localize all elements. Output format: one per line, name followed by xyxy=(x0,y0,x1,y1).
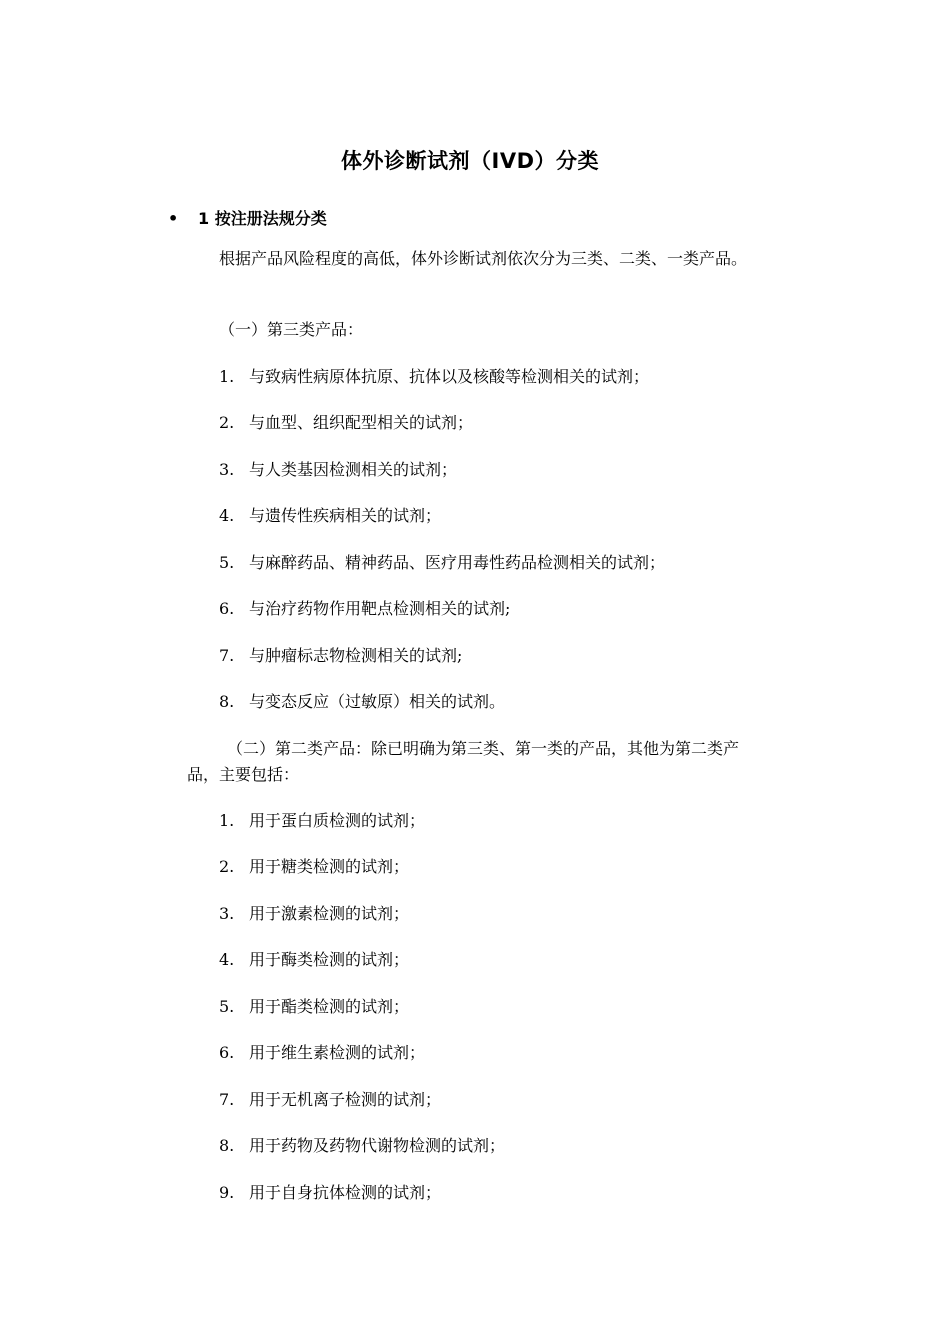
list-item-number: 3. xyxy=(219,904,235,923)
list-item xyxy=(219,643,462,669)
list-item xyxy=(219,1133,505,1159)
list-item-number: 2. xyxy=(219,413,235,432)
list-item-text: 与致病性病原体抗原、抗体以及核酸等检测相关的试剂； xyxy=(249,367,650,386)
list-item-number: 3. xyxy=(219,460,235,479)
list-item-number: 4. xyxy=(219,950,235,969)
list-item xyxy=(219,503,441,529)
list-item-text: 用于自身抗体检测的试剂； xyxy=(249,1183,442,1202)
list-item-text: 用于药物及药物代谢物检测的试剂； xyxy=(249,1136,506,1155)
list-item xyxy=(219,854,409,880)
list-item-text: 用于酶类检测的试剂； xyxy=(249,950,410,969)
list-item xyxy=(219,364,649,390)
list-item xyxy=(219,947,409,973)
list-item xyxy=(219,457,457,483)
section-heading-text: 1 按注册法规分类 xyxy=(198,209,327,228)
list-item-number: 7. xyxy=(219,646,235,665)
list-item-text: 与人类基因检测相关的试剂； xyxy=(249,460,458,479)
class3-heading: （一）第三类产品： xyxy=(219,320,364,339)
list-item xyxy=(219,901,409,927)
list-item-number: 8. xyxy=(219,1136,235,1155)
intro-paragraph: 根据产品风险程度的高低，体外诊断试剂依次分为三类、二类、一类产品。 xyxy=(219,249,748,268)
list-item-text: 用于维生素检测的试剂； xyxy=(249,1043,426,1062)
list-item-text: 与肿瘤标志物检测相关的试剂; xyxy=(249,646,463,665)
list-item xyxy=(219,596,510,622)
list-item xyxy=(219,689,505,715)
list-item-number: 1. xyxy=(219,367,235,386)
class2-heading: （二）第二类产品：除已明确为第三类、第一类的产品，其他为第二类产品，主要包括： xyxy=(187,739,740,784)
list-item-text: 用于蛋白质检测的试剂； xyxy=(249,811,426,830)
document-title: 体外诊断试剂（IVD）分类 xyxy=(341,149,599,173)
list-item-number: 2. xyxy=(219,857,235,876)
list-item-text: 与血型、组织配型相关的试剂； xyxy=(249,413,474,432)
list-item xyxy=(219,994,409,1020)
list-item-number: 4. xyxy=(219,506,235,525)
list-item-number: 5. xyxy=(219,997,235,1016)
list-item-number: 5. xyxy=(219,553,235,572)
list-item-text: 用于无机离子检测的试剂； xyxy=(249,1090,442,1109)
list-item-text: 与变态反应（过敏原）相关的试剂。 xyxy=(249,692,506,711)
list-item-number: 1. xyxy=(219,811,235,830)
list-item-number: 6. xyxy=(219,1043,235,1062)
list-item-text: 用于糖类检测的试剂； xyxy=(249,857,410,876)
section-heading xyxy=(168,206,327,232)
list-item-number: 7. xyxy=(219,1090,235,1109)
list-item-number: 9. xyxy=(219,1183,235,1202)
list-item xyxy=(219,1087,441,1113)
list-item-text: 与遗传性疾病相关的试剂； xyxy=(249,506,442,525)
list-item-text: 用于酯类检测的试剂； xyxy=(249,997,410,1016)
list-item xyxy=(219,1040,425,1066)
list-item-text: 与治疗药物作用靶点检测相关的试剂; xyxy=(249,599,511,618)
list-item xyxy=(219,808,425,834)
bullet-icon: • xyxy=(168,209,179,228)
list-item-text: 与麻醉药品、精神药品、医疗用毒性药品检测相关的试剂； xyxy=(249,553,666,572)
list-item-number: 6. xyxy=(219,599,235,618)
list-item-number: 8. xyxy=(219,692,235,711)
list-item-text: 用于激素检测的试剂； xyxy=(249,904,410,923)
list-item xyxy=(219,410,473,436)
list-item xyxy=(219,1180,441,1206)
list-item xyxy=(219,550,665,576)
